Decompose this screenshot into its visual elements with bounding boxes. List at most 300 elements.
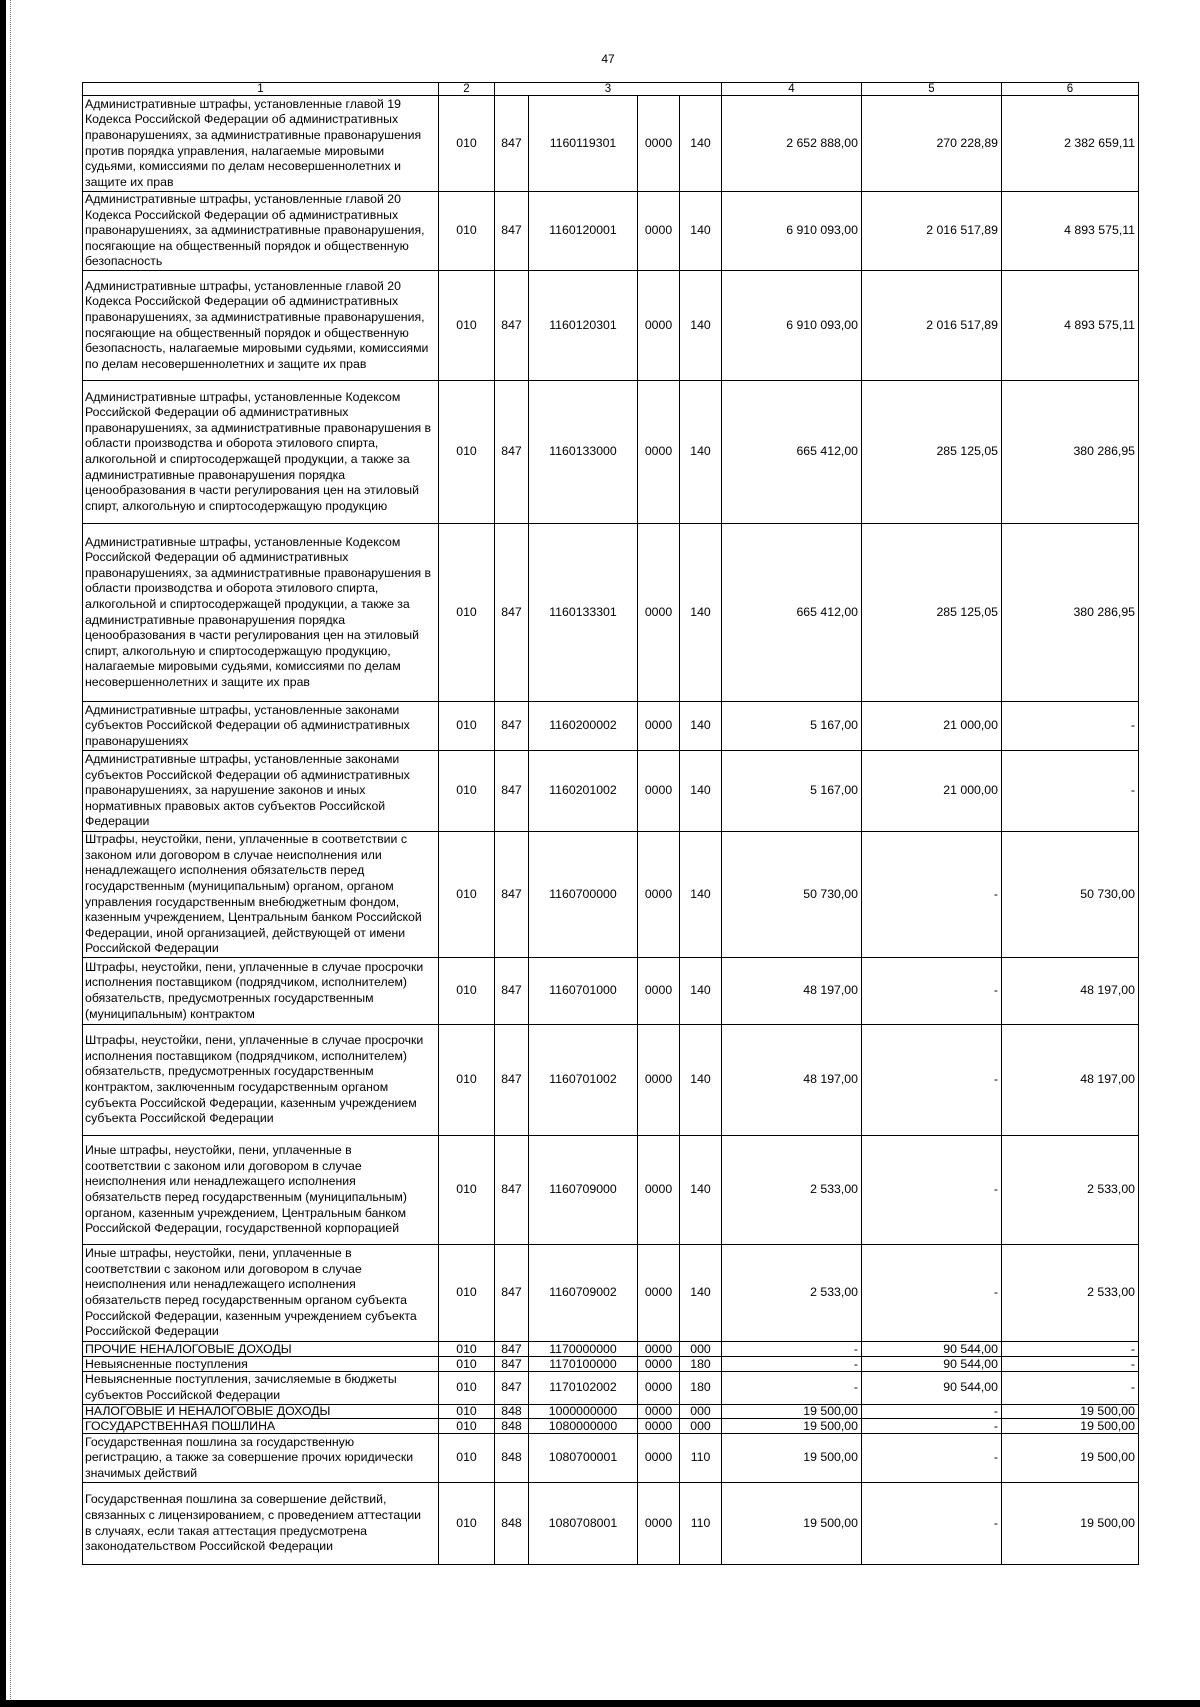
indicator-name-cell <box>82 1483 439 1565</box>
kbk-kosgu-text: 140 <box>690 1072 711 1087</box>
kbk-subtype-cell <box>638 1136 680 1245</box>
kbk-kosgu-cell <box>680 524 722 702</box>
line-code-text: 010 <box>456 223 477 238</box>
kbk-admin-cell <box>495 702 529 751</box>
table-row <box>82 1245 1139 1342</box>
col4-value-text: 19 500,00 <box>803 1405 858 1418</box>
kbk-admin-cell <box>495 832 529 958</box>
col6-value-cell <box>1002 192 1139 271</box>
col4-value-cell <box>722 524 862 702</box>
col4-value-cell <box>722 1419 862 1434</box>
col4-value-text: 19 500,00 <box>803 1419 858 1433</box>
kbk-kosgu-cell <box>680 832 722 958</box>
indicator-name-cell <box>82 381 439 524</box>
table-header-row <box>82 82 1139 96</box>
kbk-subtype-text: 0000 <box>644 983 673 998</box>
col5-value-cell <box>862 96 1002 192</box>
table-row <box>82 1483 1139 1565</box>
kbk-admin-cell <box>495 524 529 702</box>
header-cell-1: 1 <box>82 82 439 96</box>
col5-value-text: 21 000,00 <box>943 783 998 798</box>
kbk-subtype-text: 0000 <box>644 1380 673 1395</box>
kbk-kosgu-cell <box>680 271 722 381</box>
kbk-code-cell <box>529 1434 638 1483</box>
line-code-text: 010 <box>456 886 477 901</box>
kbk-kosgu-text: 140 <box>690 135 711 150</box>
col5-value-text: - <box>993 1182 998 1197</box>
kbk-admin-cell <box>495 271 529 381</box>
indicator-name-text: НАЛОГОВЫЕ И НЕНАЛОГОВЫЕ ДОХОДЫ <box>85 1405 331 1418</box>
kbk-code-text: 1160120001 <box>549 223 617 238</box>
kbk-subtype-cell <box>638 1245 680 1342</box>
table-row <box>82 1405 1139 1419</box>
col6-value-text: 19 500,00 <box>1080 1515 1135 1530</box>
kbk-kosgu-cell <box>680 192 722 271</box>
kbk-admin-text: 847 <box>501 718 522 733</box>
kbk-subtype-cell <box>638 524 680 702</box>
col4-value-cell <box>722 958 862 1025</box>
col5-value-text: - <box>993 1405 998 1418</box>
col5-value-cell <box>862 1342 1002 1357</box>
line-code-text: 010 <box>456 317 477 332</box>
indicator-name-text: ПРОЧИЕ НЕНАЛОГОВЫЕ ДОХОДЫ <box>85 1342 292 1356</box>
line-code-cell <box>439 1372 495 1405</box>
kbk-code-cell <box>529 524 638 702</box>
line-code-text: 010 <box>456 1357 477 1371</box>
col4-value-text: - <box>853 1342 858 1356</box>
kbk-admin-cell <box>495 1136 529 1245</box>
col5-value-text: 2 016 517,89 <box>926 317 998 332</box>
col6-value-cell <box>1002 271 1139 381</box>
scan-edge-left <box>0 0 6 1707</box>
line-code-cell <box>439 1483 495 1565</box>
kbk-admin-text: 848 <box>501 1450 522 1465</box>
indicator-name-cell <box>82 1419 439 1434</box>
kbk-code-text: 1170000000 <box>549 1342 617 1356</box>
line-code-text: 010 <box>456 1419 477 1433</box>
kbk-admin-cell <box>495 751 529 832</box>
indicator-name-text: Невыясненные поступления <box>85 1357 248 1371</box>
line-code-cell <box>439 958 495 1025</box>
table-row <box>82 1342 1139 1357</box>
kbk-kosgu-cell <box>680 381 722 524</box>
col5-value-text: - <box>993 1072 998 1087</box>
kbk-admin-cell <box>495 1419 529 1434</box>
indicator-name-text: Иные штрафы, неустойки, пени, уплаченные в соответствии с законом или договором в случае неисполнения или ненадлежащего исполнения обязательств перед государственным органом субъекта Российской Федерации, казенным учреждением субъекта Российской Федерации <box>85 1246 417 1339</box>
kbk-code-text: 1080000000 <box>548 1419 618 1433</box>
header-cell-3: 3 <box>495 82 722 96</box>
kbk-subtype-text: 0000 <box>644 1072 673 1087</box>
kbk-admin-cell <box>495 1405 529 1419</box>
col5-value-text: 90 544,00 <box>943 1357 998 1371</box>
col4-value-cell <box>722 702 862 751</box>
indicator-name-cell <box>82 1405 439 1419</box>
kbk-admin-cell <box>495 1483 529 1565</box>
line-code-text: 010 <box>456 1380 477 1395</box>
kbk-admin-text: 847 <box>501 317 522 332</box>
kbk-admin-cell <box>495 1372 529 1405</box>
kbk-code-text: 1160701000 <box>549 983 617 998</box>
kbk-subtype-cell <box>638 1372 680 1405</box>
kbk-admin-text: 847 <box>501 886 522 901</box>
col5-value-cell <box>862 832 1002 958</box>
kbk-code-text: 1160709002 <box>549 1285 617 1300</box>
col6-value-text: 4 893 575,11 <box>1064 317 1135 332</box>
col6-value-cell <box>1002 1405 1139 1419</box>
col4-value-text: 2 652 888,00 <box>786 135 858 150</box>
col5-value-cell <box>862 1372 1002 1405</box>
line-code-cell <box>439 1419 495 1434</box>
kbk-kosgu-cell <box>680 1357 722 1372</box>
col4-value-cell <box>722 1405 862 1419</box>
indicator-name-text: Административные штрафы, установленные законами субъектов Российской Федерации об административных правонарушениях, за нарушение законов и иных нормативных правовых актов субъектов Российской Федерации <box>85 752 410 829</box>
kbk-admin-text: 847 <box>501 983 522 998</box>
kbk-kosgu-text: 140 <box>690 317 711 332</box>
col4-value-text: 5 167,00 <box>810 718 858 733</box>
kbk-subtype-text: 0000 <box>644 604 673 619</box>
indicator-name-cell <box>82 751 439 832</box>
col4-value-cell <box>722 1025 862 1136</box>
kbk-subtype-text: 0000 <box>644 718 673 733</box>
kbk-kosgu-cell <box>680 96 722 192</box>
kbk-kosgu-cell <box>680 1483 722 1565</box>
kbk-admin-text: 847 <box>501 1357 522 1371</box>
kbk-kosgu-cell <box>680 1245 722 1342</box>
kbk-code-text: 1160119301 <box>549 135 617 150</box>
kbk-subtype-cell <box>638 958 680 1025</box>
col6-value-text: - <box>1130 1357 1135 1371</box>
kbk-kosgu-cell <box>680 1405 722 1419</box>
indicator-name-text: Государственная пошлина за совершение действий, связанных с лицензированием, с проведением аттестации в случаях, если такая аттестация предусмотрена законодательством Российской Федерации <box>85 1492 422 1554</box>
kbk-admin-cell <box>495 1245 529 1342</box>
col5-value-text: 90 544,00 <box>943 1342 998 1356</box>
col4-value-cell <box>722 381 862 524</box>
line-code-text: 010 <box>456 983 477 998</box>
line-code-text: 010 <box>456 1342 477 1356</box>
kbk-subtype-text: 0000 <box>644 135 673 150</box>
col6-value-text: 19 500,00 <box>1080 1450 1135 1465</box>
kbk-kosgu-text: 000 <box>690 1405 711 1418</box>
col6-value-text: 19 500,00 <box>1080 1419 1135 1433</box>
col6-value-text: - <box>1130 718 1135 733</box>
col4-value-cell <box>722 96 862 192</box>
line-code-text: 010 <box>456 1450 477 1465</box>
col4-value-cell <box>722 271 862 381</box>
col4-value-text: 665 412,00 <box>796 604 858 619</box>
kbk-kosgu-text: 140 <box>690 1285 711 1300</box>
table-row <box>82 751 1139 832</box>
kbk-code-text: 1160133301 <box>549 604 617 619</box>
kbk-code-cell <box>529 271 638 381</box>
indicator-name-cell <box>82 192 439 271</box>
kbk-subtype-cell <box>638 1405 680 1419</box>
indicator-name-text: Государственная пошлина за государственную регистрацию, а также за совершение прочих юридически значимых действий <box>85 1434 414 1480</box>
indicator-name-text: Невыясненные поступления, зачисляемые в бюджеты субъектов Российской Федерации <box>85 1372 397 1402</box>
col6-value-cell <box>1002 381 1139 524</box>
kbk-code-text: 1170100000 <box>549 1357 617 1371</box>
kbk-admin-cell <box>495 958 529 1025</box>
indicator-name-text: Штрафы, неустойки, пени, уплаченные в случае просрочки исполнения поставщиком (подрядчиком, исполнителем) обязательств, предусмотренных государственным (муниципальным) контрактом <box>85 959 424 1021</box>
kbk-subtype-cell <box>638 1419 680 1434</box>
kbk-code-text: 1080708001 <box>548 1515 618 1530</box>
kbk-kosgu-text: 000 <box>690 1419 711 1433</box>
kbk-kosgu-text: 140 <box>690 223 711 238</box>
table-row <box>82 1372 1139 1405</box>
line-code-cell <box>439 1405 495 1419</box>
kbk-subtype-cell <box>638 1483 680 1565</box>
kbk-code-text: 1000000000 <box>548 1405 618 1418</box>
kbk-code-cell <box>529 1357 638 1372</box>
col4-value-text: - <box>853 1357 858 1371</box>
kbk-code-cell <box>529 1405 638 1419</box>
kbk-code-cell <box>529 1025 638 1136</box>
kbk-admin-text: 847 <box>501 135 522 150</box>
kbk-admin-cell <box>495 1342 529 1357</box>
col4-value-cell <box>722 1372 862 1405</box>
line-code-text: 010 <box>456 1182 477 1197</box>
kbk-kosgu-cell <box>680 1025 722 1136</box>
indicator-name-text: Штрафы, неустойки, пени, уплаченные в соответствии с законом или договором в случае неисполнения или ненадлежащего исполнения обязательств перед государственным (муниципальным) органом, органом управления государственным внебюджетным фондом, казенным учреждением, Центральным банком Российской Федерации, иной организацией, действующей от имени Российской Федерации <box>85 832 422 956</box>
table-row <box>82 96 1139 192</box>
kbk-admin-text: 847 <box>501 1380 522 1395</box>
kbk-subtype-cell <box>638 1025 680 1136</box>
kbk-subtype-text: 0000 <box>644 1515 673 1530</box>
col5-value-cell <box>862 271 1002 381</box>
budget-table <box>82 82 1139 1565</box>
kbk-kosgu-cell <box>680 1372 722 1405</box>
indicator-name-text: Административные штрафы, установленные Кодексом Российской Федерации об административных правонарушениях, за административные правонарушения в области производства и оборота этилового спирта, алкогольной и спиртосодержащей продукции, а также за административные правонарушения порядка ценообразования в части регулирования цен на этиловый спирт, алкогольную и спиртосодержащую продукцию <box>85 389 432 513</box>
col6-value-text: 380 286,95 <box>1073 604 1135 619</box>
line-code-text: 010 <box>456 1405 477 1418</box>
kbk-code-cell <box>529 96 638 192</box>
indicator-name-cell <box>82 1025 439 1136</box>
kbk-subtype-text: 0000 <box>644 1419 673 1433</box>
line-code-cell <box>439 1136 495 1245</box>
line-code-text: 010 <box>456 1285 477 1300</box>
kbk-subtype-text: 0000 <box>644 223 673 238</box>
kbk-subtype-text: 0000 <box>644 1450 673 1465</box>
col6-value-cell <box>1002 1357 1139 1372</box>
col4-value-cell <box>722 1483 862 1565</box>
kbk-subtype-cell <box>638 381 680 524</box>
col5-value-cell <box>862 381 1002 524</box>
line-code-text: 010 <box>456 718 477 733</box>
line-code-cell <box>439 192 495 271</box>
col5-value-cell <box>862 1434 1002 1483</box>
indicator-name-cell <box>82 96 439 192</box>
indicator-name-cell <box>82 1245 439 1342</box>
col4-value-text: 5 167,00 <box>810 783 858 798</box>
indicator-name-text: Административные штрафы, установленные главой 20 Кодекса Российской Федерации об административных правонарушениях, за административные правонарушения, посягающие на общественный порядок и общественную безопасность, налагаемые мировыми судьями, комиссиями по делам несовершеннолетних и защите их прав <box>85 278 429 371</box>
col6-value-text: 2 533,00 <box>1087 1182 1135 1197</box>
col4-value-cell <box>722 1245 862 1342</box>
col6-value-text: - <box>1130 1380 1135 1395</box>
indicator-name-cell <box>82 1372 439 1405</box>
kbk-subtype-cell <box>638 1342 680 1357</box>
kbk-code-cell <box>529 381 638 524</box>
col4-value-cell <box>722 832 862 958</box>
col6-value-cell <box>1002 751 1139 832</box>
col5-value-text: 285 125,05 <box>936 604 998 619</box>
line-code-text: 010 <box>456 1072 477 1087</box>
kbk-kosgu-cell <box>680 1136 722 1245</box>
line-code-cell <box>439 832 495 958</box>
indicator-name-text: Иные штрафы, неустойки, пени, уплаченные в соответствии с законом или договором в случае неисполнения или ненадлежащего исполнения обязательств перед государственным (муниципальным) органом, казенным учреждением, Центральным банком Российской Федерации, государственной корпорацией <box>85 1143 407 1236</box>
col6-value-cell <box>1002 1025 1139 1136</box>
kbk-subtype-text: 0000 <box>644 1182 673 1197</box>
kbk-kosgu-text: 180 <box>690 1380 711 1395</box>
col4-value-text: 6 910 093,00 <box>786 317 858 332</box>
kbk-kosgu-text: 140 <box>690 444 711 459</box>
kbk-code-text: 1160700000 <box>549 886 617 901</box>
table-row <box>82 1136 1139 1245</box>
col6-value-cell <box>1002 1372 1139 1405</box>
kbk-kosgu-text: 140 <box>690 783 711 798</box>
table-row <box>82 1419 1139 1434</box>
col5-value-text: 21 000,00 <box>943 718 998 733</box>
kbk-kosgu-text: 180 <box>690 1357 711 1371</box>
col4-value-cell <box>722 1434 862 1483</box>
col6-value-text: 48 197,00 <box>1080 983 1135 998</box>
col4-value-text: 6 910 093,00 <box>786 223 858 238</box>
col6-value-text: 380 286,95 <box>1073 444 1135 459</box>
line-code-cell <box>439 1357 495 1372</box>
col4-value-text: 48 197,00 <box>803 1072 858 1087</box>
kbk-subtype-text: 0000 <box>644 783 673 798</box>
col5-value-text: 285 125,05 <box>936 444 998 459</box>
indicator-name-text: Административные штрафы, установленные главой 19 Кодекса Российской Федерации об административных правонарушениях, за административные правонарушения против порядка управления, налагаемые мировыми судьями, комиссиями по делам несовершеннолетних и защите их прав <box>85 96 422 189</box>
kbk-code-cell <box>529 1136 638 1245</box>
kbk-subtype-cell <box>638 1357 680 1372</box>
table-row <box>82 1357 1139 1372</box>
kbk-code-cell <box>529 1245 638 1342</box>
kbk-code-cell <box>529 1372 638 1405</box>
line-code-text: 010 <box>456 444 477 459</box>
col5-value-text: - <box>993 1450 998 1465</box>
kbk-subtype-text: 0000 <box>644 1285 673 1300</box>
col5-value-cell <box>862 702 1002 751</box>
kbk-code-cell <box>529 832 638 958</box>
col5-value-text: - <box>993 1285 998 1300</box>
col6-value-cell <box>1002 1342 1139 1357</box>
kbk-subtype-cell <box>638 271 680 381</box>
kbk-admin-cell <box>495 1025 529 1136</box>
col5-value-text: 2 016 517,89 <box>926 223 998 238</box>
kbk-code-cell <box>529 192 638 271</box>
col4-value-text: 50 730,00 <box>803 886 858 901</box>
col6-value-cell <box>1002 702 1139 751</box>
col5-value-cell <box>862 192 1002 271</box>
col5-value-cell <box>862 958 1002 1025</box>
kbk-subtype-cell <box>638 1434 680 1483</box>
table-row <box>82 192 1139 271</box>
col4-value-cell <box>722 1136 862 1245</box>
col5-value-text: - <box>993 1515 998 1530</box>
col4-value-text: 19 500,00 <box>803 1450 858 1465</box>
line-code-text: 010 <box>456 135 477 150</box>
indicator-name-cell <box>82 1357 439 1372</box>
kbk-admin-cell <box>495 96 529 192</box>
scan-edge-bottom <box>0 1700 1200 1707</box>
kbk-code-text: 1170102002 <box>549 1380 617 1395</box>
kbk-code-text: 1160701002 <box>549 1072 617 1087</box>
table-row <box>82 1025 1139 1136</box>
col6-value-cell <box>1002 1136 1139 1245</box>
kbk-kosgu-text: 110 <box>690 1450 711 1465</box>
kbk-code-cell <box>529 1419 638 1434</box>
line-code-cell <box>439 751 495 832</box>
col4-value-text: 48 197,00 <box>803 983 858 998</box>
indicator-name-cell <box>82 832 439 958</box>
col5-value-text: 270 228,89 <box>936 135 998 150</box>
indicator-name-cell <box>82 1434 439 1483</box>
header-cell-6: 6 <box>1002 82 1139 96</box>
col6-value-text: - <box>1130 783 1135 798</box>
kbk-kosgu-text: 140 <box>690 1182 711 1197</box>
table-row <box>82 381 1139 524</box>
kbk-kosgu-cell <box>680 702 722 751</box>
col6-value-cell <box>1002 524 1139 702</box>
indicator-name-cell <box>82 702 439 751</box>
table-row <box>82 958 1139 1025</box>
col5-value-cell <box>862 524 1002 702</box>
col6-value-cell <box>1002 1419 1139 1434</box>
header-cell-4: 4 <box>722 82 862 96</box>
col6-value-text: 50 730,00 <box>1080 886 1135 901</box>
indicator-name-cell <box>82 958 439 1025</box>
kbk-admin-text: 847 <box>501 604 522 619</box>
kbk-subtype-text: 0000 <box>644 1405 673 1418</box>
col5-value-text: - <box>993 983 998 998</box>
line-code-cell <box>439 702 495 751</box>
kbk-admin-text: 847 <box>501 223 522 238</box>
kbk-subtype-cell <box>638 192 680 271</box>
indicator-name-cell <box>82 271 439 381</box>
kbk-subtype-text: 0000 <box>644 317 673 332</box>
col6-value-cell <box>1002 1245 1139 1342</box>
indicator-name-text: Административные штрафы, установленные законами субъектов Российской Федерации об административных правонарушениях <box>85 702 410 748</box>
kbk-subtype-cell <box>638 832 680 958</box>
kbk-code-cell <box>529 702 638 751</box>
col5-value-cell <box>862 1025 1002 1136</box>
kbk-kosgu-cell <box>680 1419 722 1434</box>
kbk-kosgu-text: 000 <box>690 1342 711 1356</box>
kbk-kosgu-text: 140 <box>690 983 711 998</box>
col4-value-text: - <box>853 1380 858 1395</box>
kbk-admin-text: 847 <box>501 1285 522 1300</box>
indicator-name-text: ГОСУДАРСТВЕННАЯ ПОШЛИНА <box>85 1419 276 1433</box>
table-row <box>82 1434 1139 1483</box>
line-code-text: 010 <box>456 783 477 798</box>
kbk-code-text: 1160133000 <box>549 444 617 459</box>
kbk-subtype-cell <box>638 96 680 192</box>
kbk-admin-text: 848 <box>501 1419 522 1433</box>
kbk-kosgu-text: 140 <box>690 886 711 901</box>
kbk-kosgu-text: 140 <box>690 604 711 619</box>
kbk-code-cell <box>529 958 638 1025</box>
indicator-name-cell <box>82 1136 439 1245</box>
kbk-subtype-text: 0000 <box>644 444 673 459</box>
kbk-admin-text: 848 <box>501 1515 522 1530</box>
kbk-code-cell <box>529 751 638 832</box>
col6-value-text: 2 533,00 <box>1087 1285 1135 1300</box>
col4-value-text: 2 533,00 <box>810 1182 858 1197</box>
kbk-kosgu-cell <box>680 1434 722 1483</box>
col5-value-cell <box>862 1357 1002 1372</box>
kbk-admin-text: 848 <box>501 1405 522 1418</box>
indicator-name-text: Административные штрафы, установленные главой 20 Кодекса Российской Федерации об административных правонарушениях, за административные правонарушения, посягающие на общественный порядок и общественную безопасность <box>85 192 425 269</box>
kbk-kosgu-cell <box>680 958 722 1025</box>
